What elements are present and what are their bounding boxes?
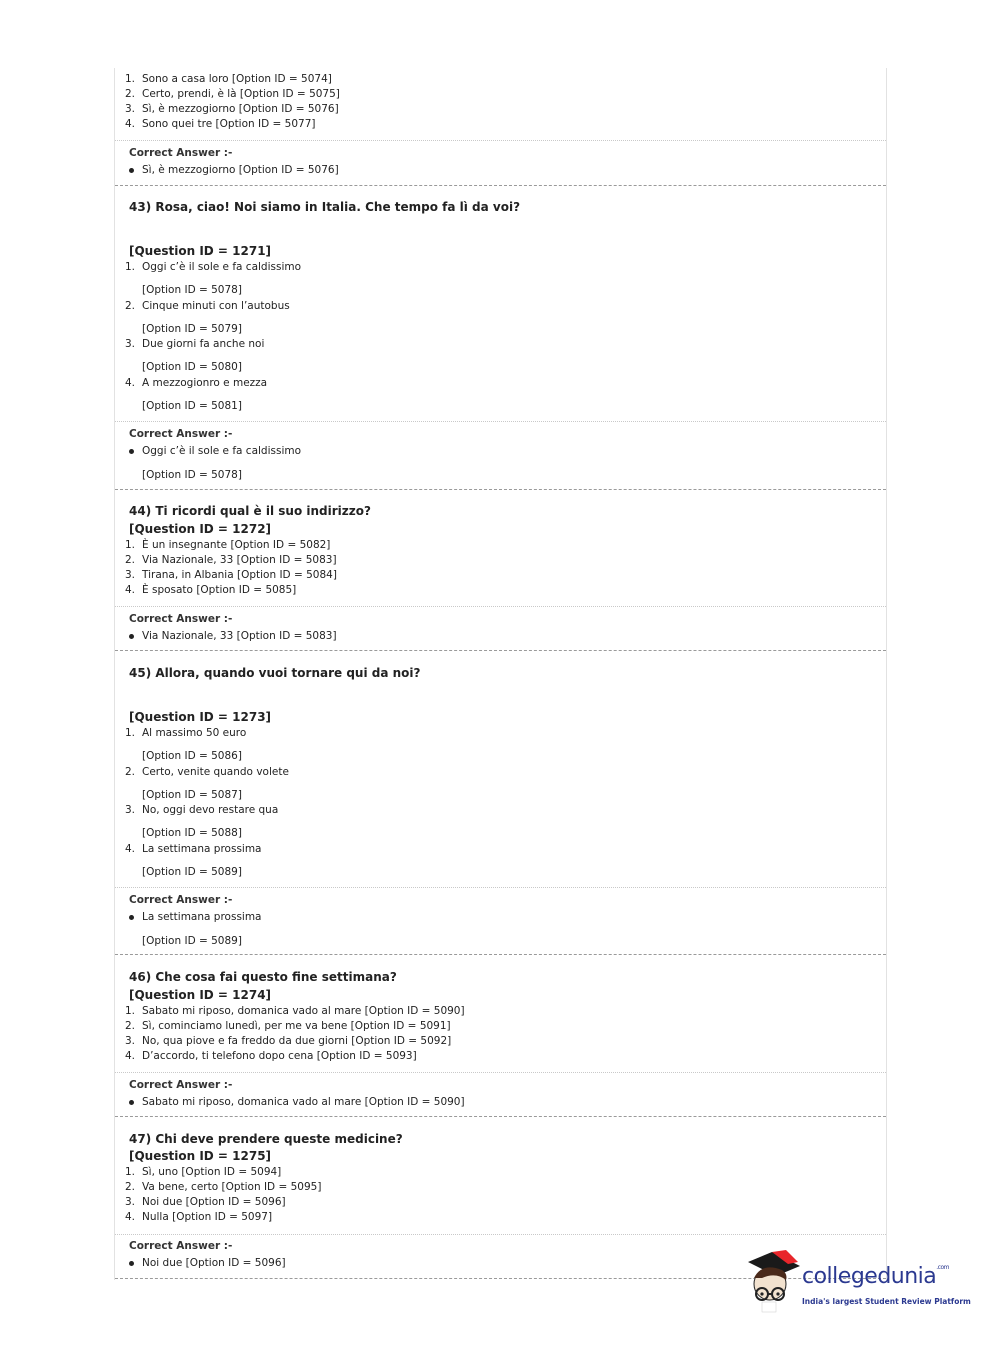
divider bbox=[115, 421, 886, 422]
correct-answer-id: [Option ID = 5089] bbox=[142, 935, 242, 947]
question-id: [Question ID = 1272] bbox=[129, 522, 272, 536]
q42-options bbox=[115, 72, 886, 132]
bullet-icon bbox=[129, 1100, 134, 1105]
list-item: 3. Sì, è mezzogiorno [Option ID = 5076] bbox=[125, 103, 339, 115]
list-item: 2. Sì, cominciamo lunedì, per me va bene [Option ID = 5091] bbox=[125, 1020, 451, 1032]
correct-answer-label: Correct Answer :- bbox=[129, 613, 233, 625]
list-item: 4. Sono quei tre [Option ID = 5077] bbox=[125, 118, 316, 130]
list-item: 1. Al massimo 50 euro [Option ID = 5086] bbox=[125, 727, 247, 762]
question-text: 45) Allora, quando vuoi tornare qui da noi? bbox=[129, 666, 421, 680]
list-item: 2. Va bene, certo [Option ID = 5095] bbox=[125, 1181, 322, 1193]
correct-answer: Sabato mi riposo, domanica vado al mare [Option ID = 5090] bbox=[129, 1096, 465, 1108]
correct-answer-label: Correct Answer :- bbox=[129, 147, 233, 159]
bullet-icon bbox=[129, 1261, 134, 1266]
question-id: [Question ID = 1274] bbox=[129, 988, 272, 1002]
divider bbox=[115, 887, 886, 888]
correct-answer-label: Correct Answer :- bbox=[129, 1240, 233, 1252]
correct-answer: Via Nazionale, 33 [Option ID = 5083] bbox=[129, 630, 337, 642]
correct-answer-label: Correct Answer :- bbox=[129, 894, 233, 906]
q44-options bbox=[115, 538, 886, 598]
list-item: 2. Cinque minuti con l’autobus [Option ID = 5079] bbox=[125, 299, 290, 335]
list-item: 2. Certo, prendi, è là [Option ID = 5075] bbox=[125, 88, 340, 100]
bullet-icon bbox=[129, 915, 134, 920]
list-item: 3. Noi due [Option ID = 5096] bbox=[125, 1196, 286, 1208]
question-text: 46) Che cosa fai questo fine settimana? bbox=[129, 970, 397, 984]
question-divider bbox=[115, 954, 886, 955]
list-item: 2. Via Nazionale, 33 [Option ID = 5083] bbox=[125, 554, 337, 566]
question-text: 44) Ti ricordi qual è il suo indirizzo? bbox=[129, 504, 371, 518]
brand-name: collegedunia$^{.com}$ bbox=[802, 1264, 949, 1289]
correct-answer: Noi due [Option ID = 5096] bbox=[129, 1257, 286, 1269]
question-text: 47) Chi deve prendere queste medicine? bbox=[129, 1132, 403, 1146]
correct-answer-label: Correct Answer :- bbox=[129, 428, 233, 440]
question-divider bbox=[115, 185, 886, 186]
correct-answer: Oggi c’è il sole e fa caldissimo bbox=[129, 445, 301, 457]
list-item: 1. Sì, uno [Option ID = 5094] bbox=[125, 1166, 282, 1178]
q43-options bbox=[115, 260, 886, 414]
divider bbox=[115, 140, 886, 141]
divider bbox=[115, 1234, 886, 1235]
q46-options bbox=[115, 1004, 886, 1064]
list-item: 3. Tirana, in Albania [Option ID = 5084] bbox=[125, 569, 337, 581]
brand-tagline: India's largest Student Review Platform bbox=[802, 1297, 971, 1306]
list-item: 1. Sabato mi riposo, domanica vado al mare [Option ID = 5090] bbox=[125, 1005, 465, 1017]
bullet-icon bbox=[129, 634, 134, 639]
list-item: 4. A mezzogionro e mezza [Option ID = 5081] bbox=[125, 376, 268, 412]
divider bbox=[115, 606, 886, 607]
list-item: 3. Due giorni fa anche noi [Option ID = 5080] bbox=[125, 338, 265, 373]
list-item: 3. No, oggi devo restare qua [Option ID = 5088] bbox=[125, 804, 279, 839]
bullet-icon bbox=[129, 168, 134, 173]
list-item: 4. D’accordo, ti telefono dopo cena [Option ID = 5093] bbox=[125, 1050, 417, 1062]
question-id: [Question ID = 1275] bbox=[129, 1149, 272, 1163]
list-item: 1. Oggi c’è il sole e fa caldissimo [Option ID = 5078] bbox=[125, 261, 302, 296]
correct-answer: Sì, è mezzogiorno [Option ID = 5076] bbox=[129, 164, 339, 176]
list-item: 1. È un insegnante [Option ID = 5082] bbox=[125, 539, 331, 551]
correct-answer-label: Correct Answer :- bbox=[129, 1079, 233, 1091]
list-item: 4. Nulla [Option ID = 5097] bbox=[125, 1211, 273, 1223]
question-divider bbox=[115, 1116, 886, 1117]
question-id: [Question ID = 1273] bbox=[129, 710, 272, 724]
q47-options bbox=[115, 1165, 886, 1225]
list-item: 4. La settimana prossima [Option ID = 5089] bbox=[125, 842, 262, 878]
question-divider bbox=[115, 489, 886, 490]
list-item: 2. Certo, venite quando volete [Option ID = 5087] bbox=[125, 765, 289, 801]
question-text: 43) Rosa, ciao! Noi siamo in Italia. Che tempo fa lì da voi? bbox=[129, 200, 521, 214]
list-item: 3. No, qua piove e fa freddo da due giorni [Option ID = 5092] bbox=[125, 1035, 452, 1047]
exam-page bbox=[114, 68, 887, 1280]
correct-answer-id: [Option ID = 5078] bbox=[142, 469, 242, 481]
list-item: 1. Sono a casa loro [Option ID = 5074] bbox=[125, 73, 332, 85]
bullet-icon bbox=[129, 449, 134, 454]
question-divider bbox=[115, 650, 886, 651]
correct-answer: La settimana prossima bbox=[129, 911, 262, 923]
list-item: 4. È sposato [Option ID = 5085] bbox=[125, 584, 297, 596]
q45-options bbox=[115, 726, 886, 880]
divider bbox=[115, 1072, 886, 1073]
question-id: [Question ID = 1271] bbox=[129, 244, 272, 258]
